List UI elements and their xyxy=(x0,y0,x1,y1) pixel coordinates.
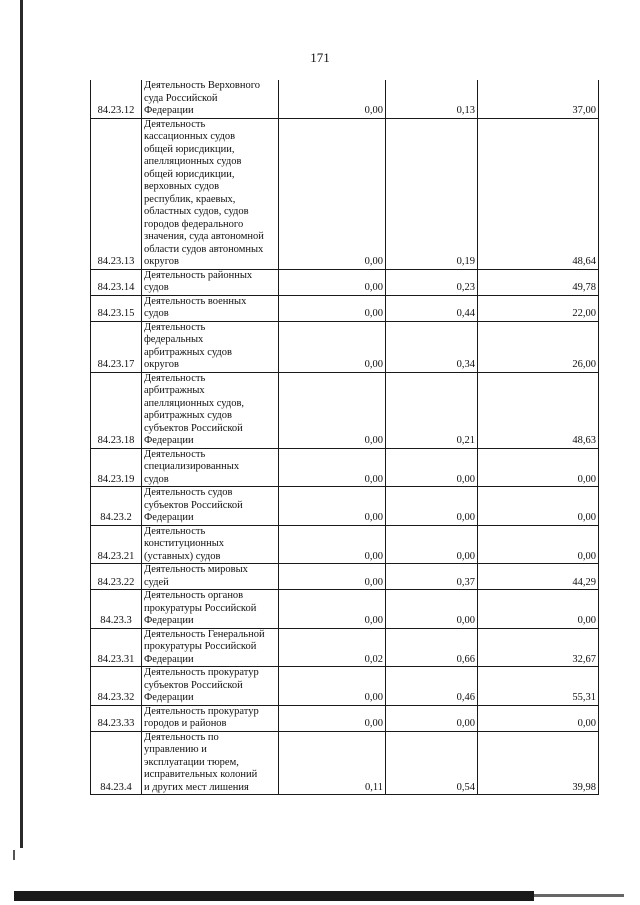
activity-name-line: области судов автономных xyxy=(144,243,264,255)
table-row xyxy=(91,487,599,526)
code-cell: 84.23.31 xyxy=(91,628,142,667)
code-cell: 84.23.15 xyxy=(91,295,142,321)
activity-name-cell xyxy=(142,487,279,526)
value-cell-2: 0,34 xyxy=(386,321,478,372)
value-cell-3: 26,00 xyxy=(478,321,599,372)
activity-name-line: федеральных xyxy=(144,334,204,345)
value-cell-1: 0,00 xyxy=(279,372,386,448)
table-row xyxy=(91,564,599,590)
activity-name-line: Федерации xyxy=(144,435,194,446)
activity-name-line: Деятельность военных xyxy=(144,295,247,307)
activity-name-line: специализированных xyxy=(144,461,240,472)
scan-left-edge xyxy=(20,0,23,848)
okved-table xyxy=(90,80,599,795)
value-cell-1: 0,11 xyxy=(279,731,386,795)
activity-name-line: Деятельность Генеральной xyxy=(144,628,265,640)
value-cell-3: 48,63 xyxy=(478,372,599,448)
value-cell-1: 0,00 xyxy=(279,667,386,706)
activity-name-line: областных судов, судов xyxy=(144,206,249,217)
activity-name-line: Деятельность Верховного xyxy=(144,80,260,91)
activity-name-line: судов xyxy=(144,308,169,319)
activity-name-line: Деятельность xyxy=(144,448,206,460)
value-cell-3: 44,29 xyxy=(478,564,599,590)
code-cell: 84.23.14 xyxy=(91,269,142,295)
code-cell: 84.23.13 xyxy=(91,118,142,269)
table-row xyxy=(91,80,599,118)
code-cell: 84.23.21 xyxy=(91,525,142,564)
table-row xyxy=(91,705,599,731)
activity-name-line: Деятельность районных xyxy=(144,269,253,281)
activity-name-line: субъектов Российской xyxy=(144,679,243,691)
activity-name-cell xyxy=(142,269,279,295)
activity-name-cell xyxy=(142,667,279,706)
activity-name-line: Деятельность мировых xyxy=(144,564,248,575)
code-cell: 84.23.3 xyxy=(91,590,142,629)
value-cell-2: 0,23 xyxy=(386,269,478,295)
value-cell-2: 0,66 xyxy=(386,628,478,667)
table-row xyxy=(91,525,599,564)
activity-name-line: общей юрисдикции, xyxy=(144,143,235,155)
activity-name-line: Деятельность прокуратур xyxy=(144,705,259,717)
activity-name-line: Деятельность xyxy=(144,525,206,537)
table-row xyxy=(91,118,599,269)
code-cell: 84.23.4 xyxy=(91,731,142,795)
value-cell-3: 22,00 xyxy=(478,295,599,321)
code-cell: 84.23.32 xyxy=(91,667,142,706)
activity-name-line: Деятельность судов xyxy=(144,487,233,498)
activity-name-line: (уставных) судов xyxy=(144,550,221,562)
value-cell-1: 0,00 xyxy=(279,118,386,269)
activity-name-line: Федерации xyxy=(144,512,194,523)
activity-name-line: Федерации xyxy=(144,653,194,665)
value-cell-1: 0,00 xyxy=(279,321,386,372)
value-cell-3: 0,00 xyxy=(478,448,599,487)
value-cell-3: 48,64 xyxy=(478,118,599,269)
activity-name-line: прокуратуры Российской xyxy=(144,602,257,614)
value-cell-2: 0,21 xyxy=(386,372,478,448)
table-row xyxy=(91,628,599,667)
scan-edge-mark xyxy=(13,850,15,860)
table-row xyxy=(91,590,599,629)
value-cell-2: 0,13 xyxy=(386,80,478,118)
table-body xyxy=(91,80,599,795)
table-row xyxy=(91,372,599,448)
activity-name-line: суда Российской xyxy=(144,92,218,104)
scan-bottom-edge-thin xyxy=(534,894,624,897)
value-cell-2: 0,37 xyxy=(386,564,478,590)
value-cell-2: 0,19 xyxy=(386,118,478,269)
scan-bottom-edge xyxy=(14,891,534,901)
value-cell-1: 0,00 xyxy=(279,80,386,118)
value-cell-1: 0,00 xyxy=(279,564,386,590)
activity-name-line: Деятельность xyxy=(144,118,206,130)
code-cell: 84.23.22 xyxy=(91,564,142,590)
value-cell-3: 55,31 xyxy=(478,667,599,706)
value-cell-3: 39,98 xyxy=(478,731,599,795)
value-cell-3: 49,78 xyxy=(478,269,599,295)
activity-name-cell xyxy=(142,628,279,667)
activity-name-line: Деятельность по xyxy=(144,731,219,743)
activity-name-line: Федерации xyxy=(144,692,194,703)
activity-name-line: апелляционных судов xyxy=(144,156,242,167)
activity-name-line: значения, суда автономной xyxy=(144,231,264,242)
value-cell-2: 0,44 xyxy=(386,295,478,321)
value-cell-3: 0,00 xyxy=(478,487,599,526)
activity-name-line: Деятельность xyxy=(144,321,206,333)
value-cell-3: 0,00 xyxy=(478,590,599,629)
activity-name-line: арбитражных xyxy=(144,385,205,396)
table-row xyxy=(91,321,599,372)
activity-name-line: округов xyxy=(144,359,179,370)
value-cell-2: 0,00 xyxy=(386,448,478,487)
activity-name-line: субъектов Российской xyxy=(144,499,243,511)
code-cell: 84.23.17 xyxy=(91,321,142,372)
activity-name-line: судов xyxy=(144,282,169,293)
table-row xyxy=(91,269,599,295)
activity-name-cell xyxy=(142,118,279,269)
value-cell-1: 0,00 xyxy=(279,295,386,321)
activity-name-line: субъектов Российской xyxy=(144,422,243,434)
value-cell-1: 0,00 xyxy=(279,448,386,487)
value-cell-1: 0,00 xyxy=(279,269,386,295)
value-cell-1: 0,00 xyxy=(279,590,386,629)
activity-name-cell xyxy=(142,564,279,590)
table-row xyxy=(91,731,599,795)
code-cell: 84.23.12 xyxy=(91,80,142,118)
activity-name-cell xyxy=(142,295,279,321)
activity-name-line: Деятельность органов xyxy=(144,590,244,601)
value-cell-1: 0,00 xyxy=(279,525,386,564)
activity-name-cell xyxy=(142,321,279,372)
value-cell-1: 0,00 xyxy=(279,705,386,731)
activity-name-cell xyxy=(142,590,279,629)
code-cell: 84.23.2 xyxy=(91,487,142,526)
activity-name-line: судей xyxy=(144,576,169,588)
activity-name-cell xyxy=(142,80,279,118)
value-cell-2: 0,00 xyxy=(386,525,478,564)
value-cell-1: 0,02 xyxy=(279,628,386,667)
activity-name-line: кассационных судов xyxy=(144,131,236,142)
table-row xyxy=(91,448,599,487)
activity-name-line: Деятельность xyxy=(144,372,206,384)
activity-name-line: арбитражных судов xyxy=(144,346,232,358)
activity-name-line: городов и районов xyxy=(144,718,227,729)
value-cell-2: 0,54 xyxy=(386,731,478,795)
activity-name-cell xyxy=(142,448,279,487)
activity-name-line: арбитражных судов xyxy=(144,410,232,421)
activity-name-line: конституционных xyxy=(144,538,225,549)
value-cell-3: 37,00 xyxy=(478,80,599,118)
activity-name-line: общей юрисдикции, xyxy=(144,168,235,180)
activity-name-line: Федерации xyxy=(144,615,194,626)
activity-name-line: эксплуатации тюрем, xyxy=(144,756,239,768)
activity-name-cell xyxy=(142,525,279,564)
activity-name-line: Деятельность прокуратур xyxy=(144,667,259,678)
table-row xyxy=(91,667,599,706)
value-cell-3: 32,67 xyxy=(478,628,599,667)
code-cell: 84.23.33 xyxy=(91,705,142,731)
page-number: 171 xyxy=(310,50,330,65)
activity-name-cell xyxy=(142,731,279,795)
activity-name-line: городов федерального xyxy=(144,218,244,230)
activity-name-line: республик, краевых, xyxy=(144,193,236,205)
activity-name-line: округов xyxy=(144,256,179,267)
code-cell: 84.23.19 xyxy=(91,448,142,487)
activity-name-line: судов xyxy=(144,473,169,485)
value-cell-3: 0,00 xyxy=(478,705,599,731)
activity-name-line: Федерации xyxy=(144,105,194,116)
activity-name-line: управлению и xyxy=(144,744,207,755)
table-row xyxy=(91,295,599,321)
activity-name-line: апелляционных судов, xyxy=(144,397,245,409)
value-cell-1: 0,00 xyxy=(279,487,386,526)
value-cell-2: 0,46 xyxy=(386,667,478,706)
activity-name-line: исправительных колоний xyxy=(144,769,258,780)
activity-name-line: прокуратуры Российской xyxy=(144,641,257,652)
value-cell-2: 0,00 xyxy=(386,590,478,629)
value-cell-2: 0,00 xyxy=(386,487,478,526)
value-cell-3: 0,00 xyxy=(478,525,599,564)
activity-name-line: верховных судов xyxy=(144,181,220,192)
value-cell-2: 0,00 xyxy=(386,705,478,731)
activity-name-line: и других мест лишения xyxy=(144,781,249,793)
activity-name-cell xyxy=(142,705,279,731)
code-cell: 84.23.18 xyxy=(91,372,142,448)
activity-name-cell xyxy=(142,372,279,448)
